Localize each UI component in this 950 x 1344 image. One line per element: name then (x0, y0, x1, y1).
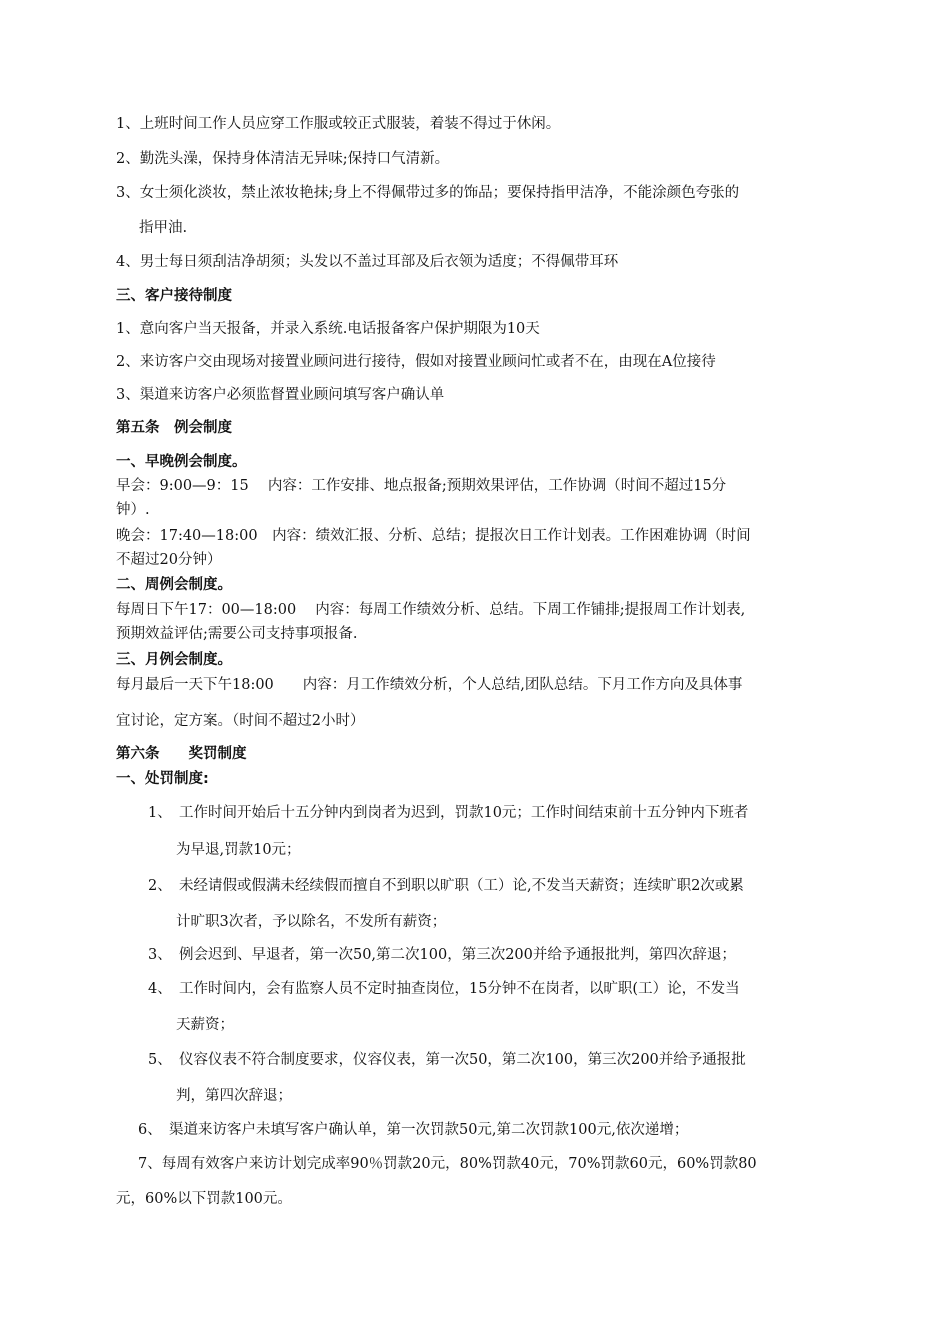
text-line: 每周日下午17：00—18:00 内容：每周工作绩效分析、总结。下周工作铺排;提报周工作计划表, (116, 602, 746, 618)
text-line: 晚会：17:40—18:00 内容：绩效汇报、分析、总结；提报次日工作计划表。工作困难协调（时间 (116, 528, 751, 544)
text-line: 1、意向客户当天报备，并录入系统.电话报备客户保护期限为10天 (116, 321, 540, 337)
article-heading: 第五条 例会制度 (116, 420, 232, 436)
text-line: 钟）. (116, 502, 150, 518)
text-line: 预期效益评估;需要公司支持事项报备. (116, 626, 358, 642)
text-line: 早会：9:00—9：15 内容：工作安排、地点报备;预期效果评估，工作协调（时间不超过15分 (116, 478, 727, 494)
list-item-continuation: 计旷职3次者，予以除名，不发所有薪资； (176, 914, 447, 930)
text-line: 每月最后一天下午18:00 内容：月工作绩效分析，个人总结,团队总结。下月工作方向及具体事 (116, 677, 743, 693)
text-line: 4、男士每日须刮洁净胡须；头发以不盖过耳部及后衣领为适度；不得佩带耳环 (116, 254, 619, 270)
list-item-continuation: 元，60%以下罚款100元。 (116, 1191, 292, 1207)
section-heading: 一、处罚制度: (116, 771, 209, 787)
list-item: 5、 仪容仪表不符合制度要求，仪容仪表，第一次50，第二次100，第三次200并给予通报批 (148, 1052, 746, 1068)
text-line: 2、勤洗头澡，保持身体清洁无异味;保持口气清新。 (116, 151, 450, 167)
section-heading: 一、早晚例会制度。 (116, 454, 247, 470)
section-heading: 二、周例会制度。 (116, 577, 232, 593)
text-line: 宜讨论，定方案。（时间不超过2小时） (116, 713, 365, 729)
text-line: 1、上班时间工作人员应穿工作服或较正式服装，着装不得过于休闲。 (116, 116, 561, 132)
text-line: 不超过20分钟） (116, 552, 222, 568)
section-heading: 三、客户接待制度 (116, 288, 232, 304)
list-item: 4、 工作时间内，会有监察人员不定时抽查岗位，15分钟不在岗者，以旷职(工）论，不发当 (148, 981, 740, 997)
text-line: 指甲油. (139, 220, 188, 236)
article-heading: 第六条 奖罚制度 (116, 746, 247, 762)
text-line: 3、女士须化淡妆，禁止浓妆艳抹;身上不得佩带过多的饰品；要保持指甲洁净，不能涂颜色夸张的 (116, 185, 740, 201)
list-item-continuation: 判，第四次辞退； (176, 1088, 292, 1104)
list-item-continuation: 天薪资； (176, 1017, 234, 1033)
list-item: 1、 工作时间开始后十五分钟内到岗者为迟到，罚款10元；工作时间结束前十五分钟内下班者 (148, 805, 749, 821)
text-line: 2、来访客户交由现场对接置业顾问进行接待，假如对接置业顾问忙或者不在，由现在A位接待 (116, 354, 716, 370)
list-item: 7、每周有效客户来访计划完成率90％罚款20元，80%罚款40元，70%罚款60元，60%罚款80 (138, 1156, 757, 1172)
list-item: 2、 未经请假或假满未经续假而擅自不到职以旷职（工）论,不发当天薪资；连续旷职2次或累 (148, 878, 744, 894)
list-item-continuation: 为早退,罚款10元； (176, 842, 301, 858)
text-line: 3、渠道来访客户必须监督置业顾问填写客户确认单 (116, 387, 445, 403)
list-item: 6、 渠道来访客户未填写客户确认单，第一次罚款50元,第二次罚款100元,依次递增； (138, 1122, 689, 1138)
section-heading: 三、月例会制度。 (116, 652, 232, 668)
list-item: 3、 例会迟到、早退者，第一次50,第二次100，第三次200并给予通报批判，第四次辞退； (148, 947, 736, 963)
